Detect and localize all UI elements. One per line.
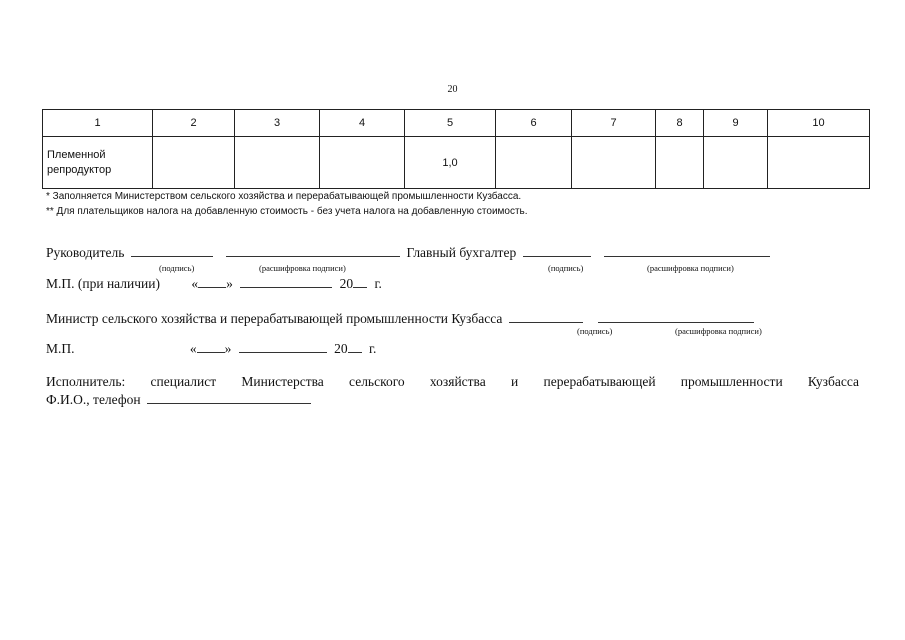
footnote-1: * Заполняется Министерством сельского хозяйства и перерабатывающей промышленности Кузбасса.	[46, 191, 522, 202]
footnote-2: ** Для плательщиков налога на добавленную стоимость - без учета налога на добавленную стоимость.	[46, 206, 528, 217]
minister-label: Министр сельского хозяйства и перерабатывающей промышленности Кузбасса	[46, 311, 503, 326]
executor-contact-field	[147, 391, 311, 404]
year-field	[353, 275, 367, 288]
year-prefix: 20	[334, 341, 348, 356]
table-header-cell: 8	[656, 110, 704, 137]
stamp-optional-label: М.П. (при наличии)	[46, 276, 160, 291]
table-header-cell: 3	[235, 110, 320, 137]
date-open-quote: «	[189, 341, 197, 356]
page-number: 20	[447, 84, 458, 95]
date-open-quote: «	[191, 276, 199, 291]
head-label: Руководитель	[46, 245, 125, 260]
table-header-cell: 10	[768, 110, 870, 137]
date-month-field	[240, 275, 332, 288]
table-cell	[496, 137, 572, 189]
date-day-field	[197, 340, 225, 353]
table-cell	[704, 137, 768, 189]
minister-stamp-date-line	[46, 340, 376, 357]
minister-signature-line	[46, 310, 754, 327]
table-header-cell: 2	[153, 110, 235, 137]
table-header-cell: 1	[43, 110, 153, 137]
date-day-field	[198, 275, 226, 288]
table-header-cell: 7	[572, 110, 656, 137]
table-row	[43, 137, 870, 189]
executor-line: Исполнитель: специалист Министерства сельского хозяйства и перерабатывающей промышленности Кузбасса	[46, 374, 859, 389]
stamp-date-line	[46, 275, 382, 292]
executor-contact-line	[46, 391, 311, 408]
caption-signature: (подпись)	[577, 326, 613, 336]
table-header-cell: 6	[496, 110, 572, 137]
table-header-row	[43, 110, 870, 137]
table-header-cell: 4	[320, 110, 405, 137]
data-table	[42, 109, 870, 189]
caption-signature: (подпись)	[548, 263, 584, 273]
table-cell	[656, 137, 704, 189]
date-close-quote: »	[224, 341, 232, 356]
minister-decoding-field	[598, 310, 754, 323]
head-signature-field	[131, 244, 213, 257]
chief-accountant-signature-field	[523, 244, 591, 257]
chief-accountant-label: Главный бухгалтер	[406, 245, 517, 260]
head-signature-line	[46, 244, 770, 261]
executor-contact-label: Ф.И.О., телефон	[46, 392, 141, 407]
table-cell	[153, 137, 235, 189]
table-cell	[768, 137, 870, 189]
caption-signature: (подпись)	[159, 263, 195, 273]
table-header-cell: 9	[704, 110, 768, 137]
caption-decoding: (расшифровка подписи)	[647, 263, 734, 273]
caption-decoding: (расшифровка подписи)	[259, 263, 346, 273]
minister-signature-field	[509, 310, 583, 323]
chief-accountant-decoding-field	[604, 244, 770, 257]
year-field	[348, 340, 362, 353]
stamp-label: М.П.	[46, 341, 75, 356]
table-cell	[320, 137, 405, 189]
date-close-quote: »	[226, 276, 233, 291]
table-cell: 1,0	[405, 137, 496, 189]
table-cell	[572, 137, 656, 189]
year-suffix: г.	[369, 341, 377, 356]
year-prefix: 20	[339, 276, 354, 291]
date-month-field	[239, 340, 327, 353]
year-suffix: г.	[374, 276, 382, 291]
table-header-cell: 5	[405, 110, 496, 137]
table-cell-category: Племенной репродуктор	[43, 137, 153, 189]
table-cell	[235, 137, 320, 189]
head-decoding-field	[226, 244, 400, 257]
caption-decoding: (расшифровка подписи)	[675, 326, 762, 336]
